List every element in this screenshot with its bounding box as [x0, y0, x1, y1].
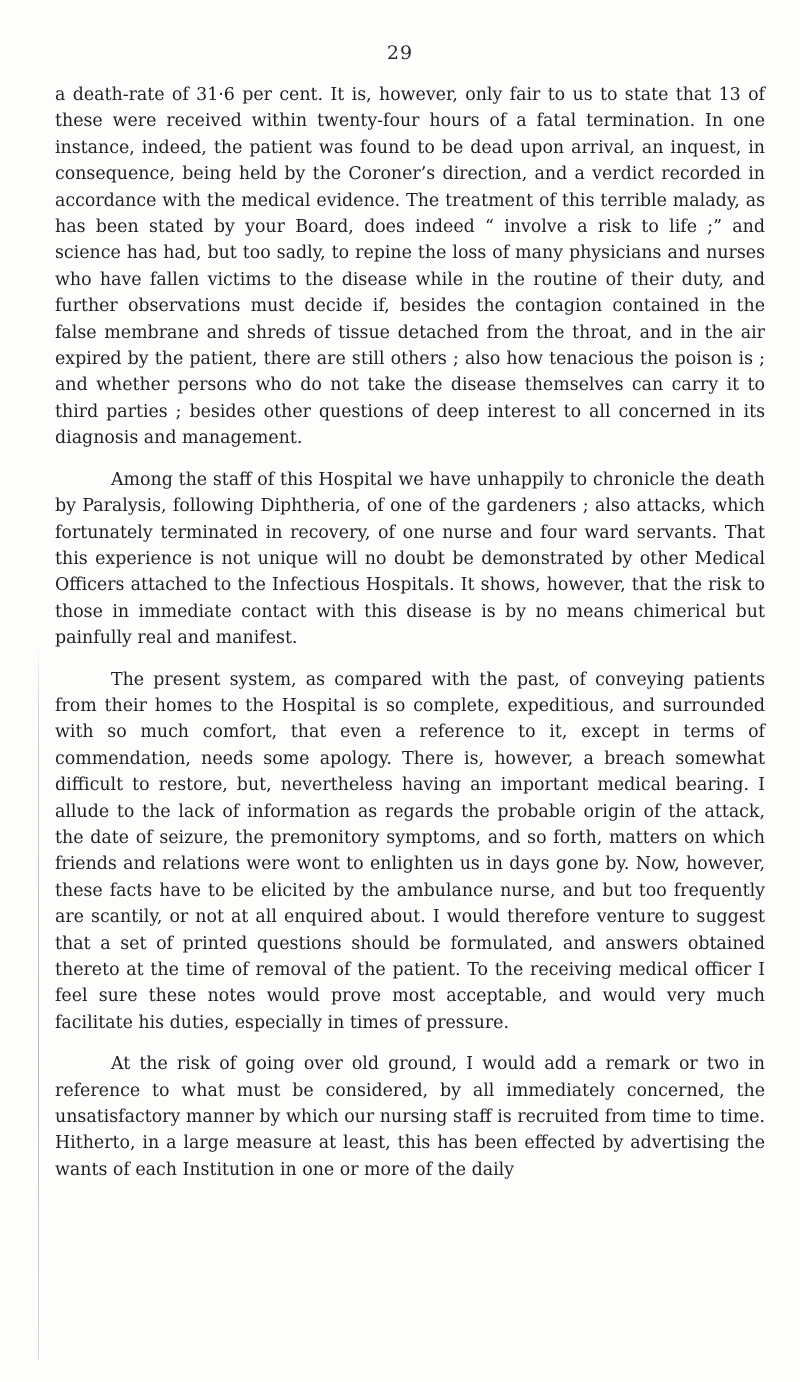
paragraph-1: a death-rate of 31·6 per cent. It is, however, only fair to us to state that 13 of these were received within twenty-four hours of a fatal termination. In one instance, indeed, the patient was found to be dead upon arrival, an inquest, in consequence, being held by the Coroner’s direction, and a verdict recorded in accordance with the medical evidence. The treatment of this terrible malady, as has been stated by your Board, does indeed “ involve a risk to life ;” and science has had, but too sadly, to repine the loss of many physicians and nurses who have fallen victims to the disease while in the routine of their duty, and further observations must decide if, besides the contagion contained in the false membrane and shreds of tissue detached from the throat, and in the air expired by the patient, there are still others ; also how tenacious the poison is ; and whether persons who do not take the disease themselves can carry it to third parties ; besides other questions of deep interest to all concerned in its diagnosis and management.	[55, 85, 765, 449]
paragraph-2: Among the staff of this Hospital we have unhappily to chronicle the death by Paralysis, following Diphtheria, of one of the gardeners ; also attacks, which fortunately terminated in recovery, of one nurse and four ward servants. That this experience is not unique will no doubt be demonstrated by other Medical Officers attached to the Infectious Hospitals. It shows, however, that the risk to those in immediate contact with this disease is by no means chimerical but painfully real and manifest.	[55, 469, 765, 649]
paragraph-4: At the risk of going over old ground, I would add a remark or two in reference to what must be considered, by all immediately concerned, the unsatisfactory manner by which our nursing staff is recruited from time to time. Hitherto, in a large measure at least, this has been effected by advertising the wants of each Institution in one or more of the daily	[55, 1054, 765, 1180]
page-number: 29	[386, 42, 414, 64]
body-text	[55, 82, 765, 1183]
binding-shadow	[38, 640, 39, 1360]
paragraph-3: The present system, as compared with the past, of conveying patients from their homes to the Hospital is so complete, expeditious, and surrounded with so much comfort, that even a reference to it, except in terms of commendation, needs some apology. There is, however, a breach somewhat difficult to restore, but, nevertheless having an important medical bearing. I allude to the lack of information as regards the probable origin of the attack, the date of seizure, the premonitory symptoms, and so forth, matters on which friends and relations were wont to enlighten us in days gone by. Now, however, these facts have to be elicited by the ambulance nurse, and but too frequently are scantily, or not at all enquired about. I would therefore venture to suggest that a set of printed questions should be formulated, and answers obtained thereto at the time of removal of the patient. To the receiving medical officer I feel sure these notes would prove most acceptable, and would very much facilitate his duties, especially in times of pressure.	[55, 669, 765, 1033]
